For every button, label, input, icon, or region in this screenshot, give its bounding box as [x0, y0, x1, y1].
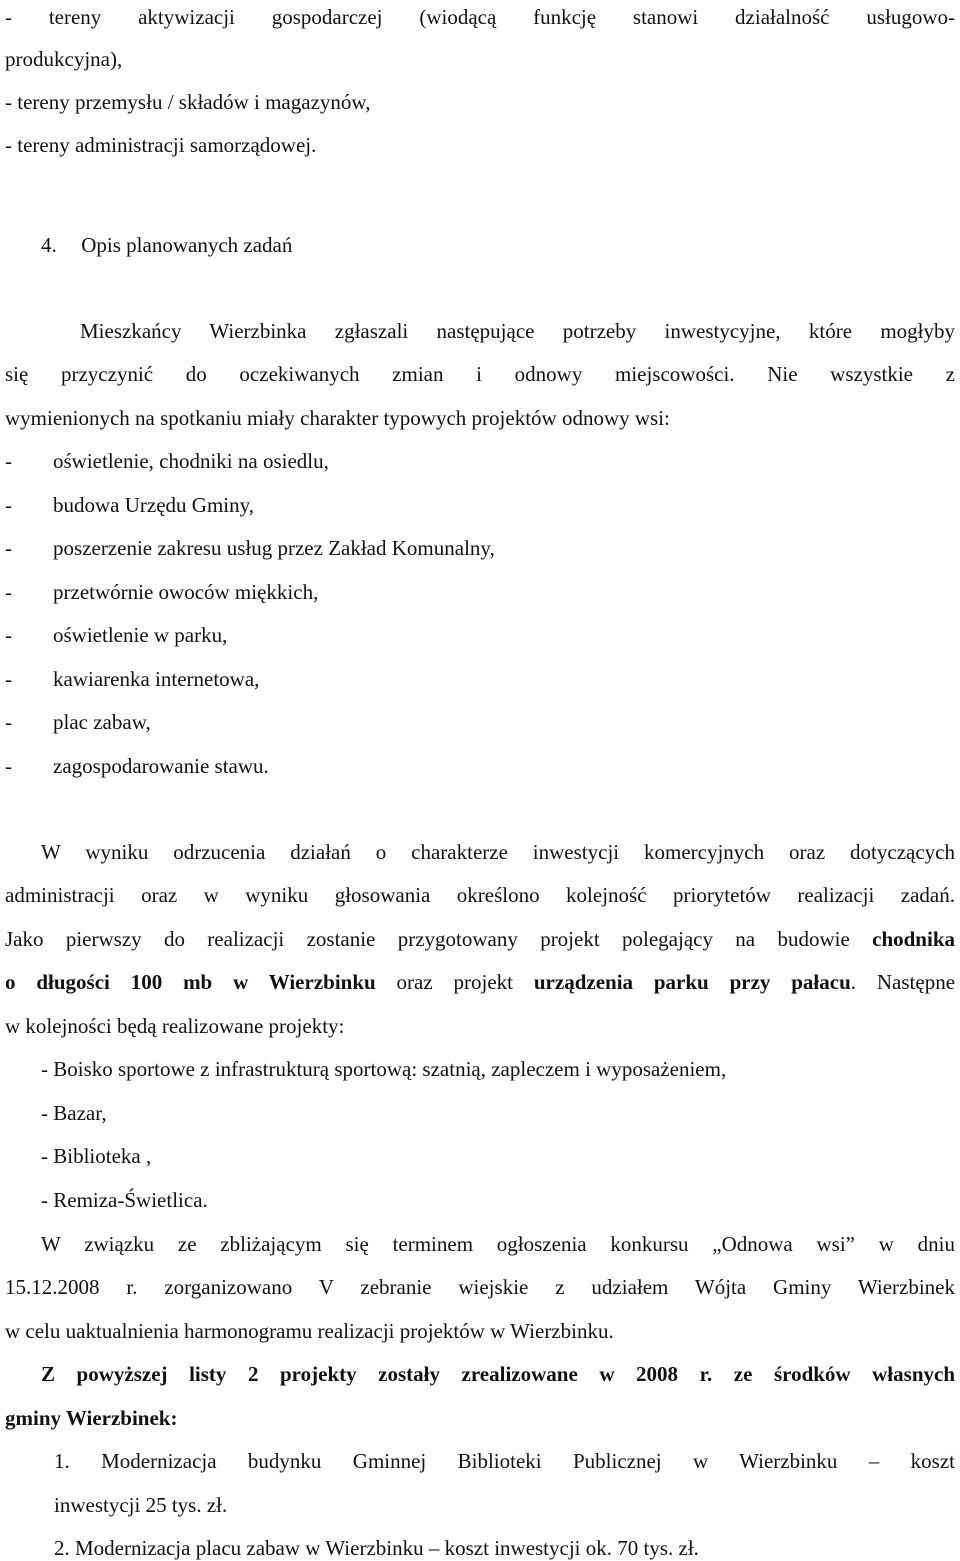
realized-item: inwestycji 25 tys. zł.: [54, 1493, 228, 1517]
list-item: - poszerzenie zakresu usług przez Zakład Komunalny,: [5, 536, 495, 560]
section-title: Opis planowanych zadań: [81, 233, 293, 257]
bold-phrase: o długości 100 mb w Wierzbinku: [5, 970, 376, 994]
list-item: - zagospodarowanie stawu.: [5, 754, 269, 778]
intro-line: wymienionych na spotkaniu miały charakter typowych projektów odnowy wsi:: [5, 406, 670, 430]
result-line: administracji oraz w wyniku głosowania określono kolejność priorytetów realizacji zadań.: [5, 883, 955, 907]
meeting-line: W związku ze zbliżającym się terminem ogłoszenia konkursu „Odnowa wsi” w dniu: [41, 1232, 955, 1256]
meeting-line: 15.12.2008 r. zorganizowano V zebranie wiejskie z udziałem Wójta Gminy Wierzbinek: [5, 1275, 955, 1299]
top-list-item: - tereny przemysłu / składów i magazynów,: [5, 90, 371, 114]
top-list-item: produkcyjna),: [5, 47, 123, 71]
list-item: - plac zabaw,: [5, 710, 151, 734]
result-line: Jako pierwszy do realizacji zostanie przygotowany projekt polegający na budowie chodnika: [5, 927, 955, 951]
intro-line: się przyczynić do oczekiwanych zmian i odnowy miejscowości. Nie wszystkie z: [5, 362, 955, 386]
next-project-item: - Boisko sportowe z infrastrukturą sportową: szatnią, zapleczem i wyposażeniem,: [41, 1057, 727, 1081]
bold-phrase: urządzenia parku przy pałacu: [533, 970, 851, 994]
summary-line: gminy Wierzbinek:: [5, 1406, 178, 1430]
list-item: - budowa Urzędu Gminy,: [5, 493, 255, 517]
section-heading: [41, 232, 960, 258]
top-list-item: - tereny aktywizacji gospodarczej (wiodącą funkcję stanowi działalność usługowo-: [5, 5, 955, 29]
realized-item: 2. Modernizacja placu zabaw w Wierzbinku – koszt inwestycji ok. 70 tys. zł.: [54, 1536, 699, 1560]
list-item: - oświetlenie w parku,: [5, 623, 228, 647]
result-line: W wyniku odrzucenia działań o charakterze inwestycji komercyjnych oraz dotyczących: [41, 840, 955, 864]
section-number: 4.: [41, 233, 57, 257]
next-project-item: - Remiza-Świetlica.: [41, 1188, 208, 1212]
list-item: - kawiarenka internetowa,: [5, 667, 260, 691]
meeting-line: w celu uaktualnienia harmonogramu realizacji projektów w Wierzbinku.: [5, 1319, 614, 1343]
result-line: o długości 100 mb w Wierzbinku oraz projekt urządzenia parku przy pałacu. Następne: [5, 970, 956, 994]
summary-line: Z powyższej listy 2 projekty zostały zrealizowane w 2008 r. ze środków własnych: [41, 1362, 955, 1386]
list-item: - oświetlenie, chodniki na osiedlu,: [5, 449, 329, 473]
next-project-item: - Biblioteka ,: [41, 1144, 152, 1168]
result-line: w kolejności będą realizowane projekty:: [5, 1014, 345, 1038]
list-item: - przetwórnie owoców miękkich,: [5, 580, 319, 604]
intro-line: Mieszkańcy Wierzbinka zgłaszali następujące potrzeby inwestycyjne, które mogłyby: [80, 319, 955, 343]
top-list-item: - tereny administracji samorządowej.: [5, 133, 317, 157]
next-project-item: - Bazar,: [41, 1101, 107, 1125]
bold-phrase: chodnika: [872, 927, 955, 951]
realized-item: 1. Modernizacja budynku Gminnej Biblioteki Publicznej w Wierzbinku – koszt: [54, 1449, 955, 1473]
